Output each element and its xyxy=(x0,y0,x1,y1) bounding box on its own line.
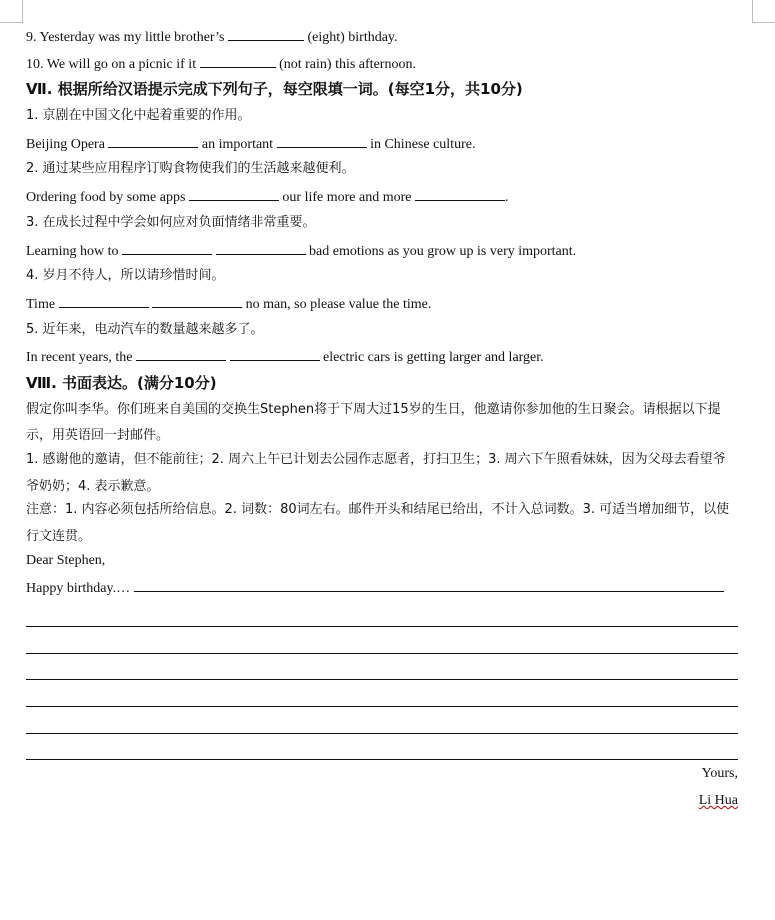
page-corner-mark-left xyxy=(0,0,23,23)
answer-blank[interactable] xyxy=(189,186,279,201)
answer-blank[interactable] xyxy=(136,346,226,361)
sentence-text: our life more and more xyxy=(282,190,412,206)
sentence-text: . xyxy=(504,190,509,206)
sentence-text: bad emotions as you grow up is very important. xyxy=(309,243,577,259)
answer-blank[interactable] xyxy=(200,53,276,68)
s7-item-4-english xyxy=(26,293,738,320)
s7-item-2-chinese: 2. 通过某些应用程序订购食物使我们的生活越来越便利。 xyxy=(26,161,355,177)
writing-line[interactable] xyxy=(26,684,738,711)
letter-closing: Yours, xyxy=(701,766,738,782)
sentence-text: Time xyxy=(26,296,56,312)
answer-blank[interactable] xyxy=(228,26,304,41)
letter-opening-line xyxy=(26,577,738,604)
writing-line[interactable] xyxy=(26,658,738,685)
answer-blank[interactable] xyxy=(59,293,149,308)
sentence-text: in Chinese culture. xyxy=(370,136,476,152)
sentence-text: Learning how to xyxy=(26,243,119,259)
question-9-text: 9. Yesterday was my little brother’s xyxy=(26,30,225,45)
writing-prompt: 假定你叫李华。你们班来自美国的交换生Stephen将于下周大过15岁的生日，他邀请你参加他的生日聚会。请根据以下提示，用英语回一封邮件。 xyxy=(26,401,721,444)
sentence-text: In recent years, the xyxy=(26,350,133,366)
question-10-hint: (not rain) this afternoon. xyxy=(279,56,416,72)
answer-blank[interactable] xyxy=(216,240,306,255)
s7-item-1-english xyxy=(26,133,738,160)
s7-item-5-chinese: 5. 近年来，电动汽车的数量越来越多了。 xyxy=(26,321,264,337)
writing-line[interactable] xyxy=(26,711,738,738)
s7-item-2-english xyxy=(26,186,738,213)
question-10-text: 10. We will go on a picnic if it xyxy=(26,56,197,72)
s7-item-3-chinese: 3. 在成长过程中学会如何应对负面情绪非常重要。 xyxy=(26,214,316,230)
question-9 xyxy=(26,26,738,53)
writing-line[interactable] xyxy=(26,631,738,658)
answer-blank[interactable] xyxy=(108,133,198,148)
writing-line[interactable] xyxy=(134,577,724,592)
letter-greeting: Dear Stephen, xyxy=(26,552,106,568)
writing-hints: 1. 感谢他的邀请，但不能前往；2. 周六上午已计划去公园作志愿者，打扫卫生；3. 周六下午照看妹妹，因为父母去看望爷爷奶奶；4. 表示歉意。 xyxy=(26,452,726,494)
answer-blank[interactable] xyxy=(230,346,320,361)
sentence-text: Beijing Opera xyxy=(26,136,105,152)
sentence-text: electric cars is getting larger and larger. xyxy=(323,350,544,366)
answer-blank[interactable] xyxy=(152,293,242,308)
s7-item-5-english xyxy=(26,346,738,373)
letter-opening: Happy birthday.… xyxy=(26,581,131,597)
writing-line[interactable] xyxy=(26,604,738,631)
answer-blank[interactable] xyxy=(415,186,505,201)
page-corner-mark-right xyxy=(752,0,775,23)
document-body xyxy=(26,26,738,818)
sentence-text: no man, so please value the time. xyxy=(245,296,432,312)
answer-blank[interactable] xyxy=(277,133,367,148)
s7-item-1-chinese: 1. 京剧在中国文化中起着重要的作用。 xyxy=(26,108,251,124)
sentence-text: Ordering food by some apps xyxy=(26,190,186,206)
letter-signature: Li Hua xyxy=(698,792,738,808)
answer-blank[interactable] xyxy=(122,240,212,255)
s7-item-4-chinese: 4. 岁月不待人，所以请珍惜时间。 xyxy=(26,268,225,284)
letter-signature-line xyxy=(26,791,738,818)
section-8-title: Ⅷ. 书面表达。(满分10分) xyxy=(26,373,217,392)
sentence-text: an important xyxy=(201,136,274,152)
question-10 xyxy=(26,53,738,80)
question-9-hint: (eight) birthday. xyxy=(307,30,398,45)
s7-item-3-english xyxy=(26,240,738,267)
writing-line[interactable] xyxy=(26,738,738,765)
section-7-title: Ⅶ. 根据所给汉语提示完成下列句子，每空限填一词。(每空1分，共10分) xyxy=(26,80,523,99)
writing-notes: 注意：1. 内容必须包括所给信息。2. 词数：80词左右。邮件开头和结尾已给出，不计入总词数。3. 可适当增加细节，以使行文连贯。 xyxy=(26,502,730,545)
